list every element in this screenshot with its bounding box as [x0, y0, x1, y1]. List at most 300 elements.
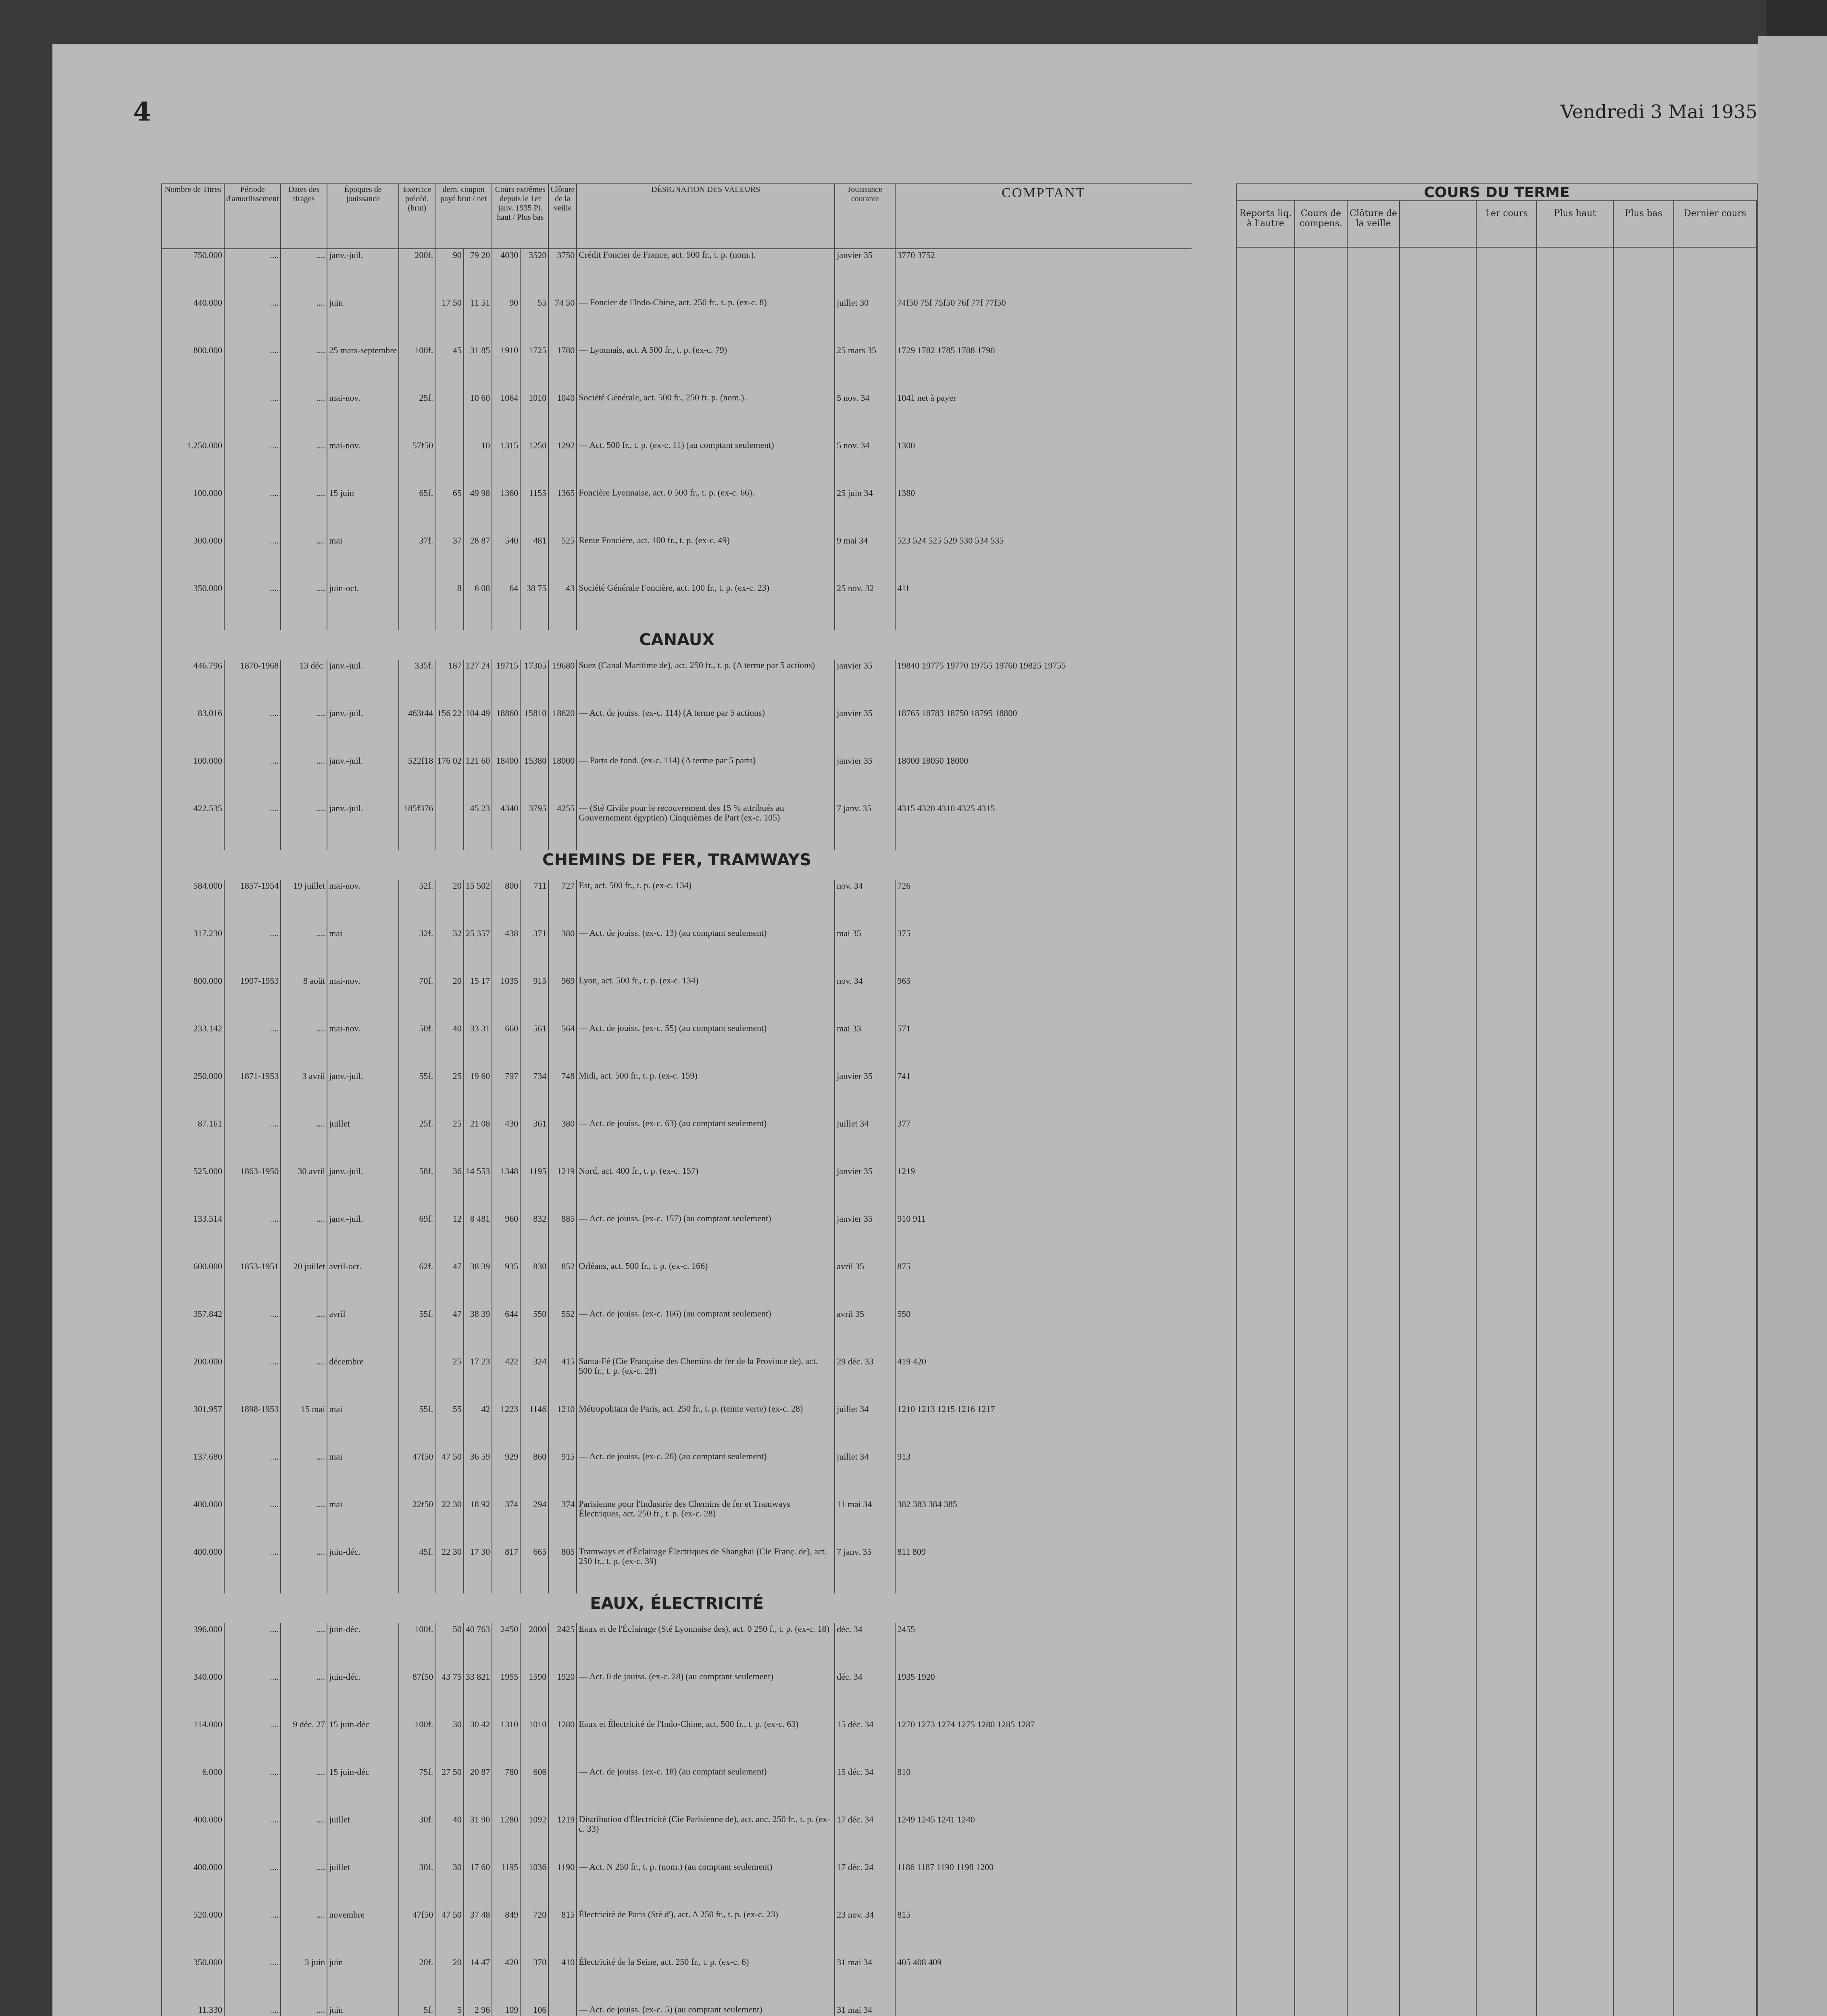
cell-l: 294 — [520, 1498, 548, 1546]
cell-e: mai-nov. — [327, 1023, 399, 1070]
terme-title: COURS DU TERME — [1237, 184, 1757, 201]
cell-name: — (Sté Civile pour le recouvrement des 15 % attribués au Gouvernement égyptien) Cinquièmes de Part (ex-c. 105) — [577, 802, 835, 850]
cell-e: janv.-juil. — [327, 1070, 399, 1118]
cell-name: — Act. 0 de jouiss. (ex-c. 28) (au comptant seulement) — [577, 1671, 835, 1718]
cell-j: janvier 35 — [835, 1165, 895, 1213]
cell-h: 1315 — [492, 439, 520, 487]
cell-l: 38 75 — [520, 582, 548, 630]
section-heading — [162, 630, 1192, 660]
cell-h: 4340 — [492, 802, 520, 850]
cell-b: 36 — [435, 1165, 464, 1213]
cell-cp: 18765 18783 18750 18795 18800 — [895, 707, 1192, 755]
cell-h: 1910 — [492, 344, 520, 392]
cell-p: .... — [224, 1623, 281, 1671]
section-heading — [162, 1593, 1192, 1623]
terme-col-rule — [1348, 247, 1400, 2016]
cell-j: juillet 34 — [835, 1403, 895, 1451]
cell-net: 31 85 — [464, 344, 492, 392]
cell-cp: 875 — [895, 1260, 1192, 1308]
cell-h: 2450 — [492, 1623, 520, 1671]
cell-name: — Act. de jouiss. (ex-c. 5) (au comptant seulement) — [577, 2004, 835, 2016]
cell-x: 30f. — [399, 1814, 435, 1861]
cell-n: 233.142 — [162, 1023, 224, 1070]
cell-h: 1064 — [492, 392, 520, 439]
cell-cp: 419 420 — [895, 1356, 1192, 1403]
cell-cp: 571 — [895, 1023, 1192, 1070]
cell-name: Santa-Fé (Cie Française des Chemins de fer de la Province de), act. 500 fr., t. p. (ex-c. 28) — [577, 1356, 835, 1403]
cell-net: 20 87 — [464, 1766, 492, 1814]
cell-e: janv.-juil. — [327, 660, 399, 707]
cell-e: mai-nov. — [327, 975, 399, 1023]
cell-p: .... — [224, 1814, 281, 1861]
cell-net: 15 502 — [464, 880, 492, 927]
cell-net: 2 96 — [464, 2004, 492, 2016]
cell-c: 380 — [548, 1118, 577, 1165]
cell-d: .... — [281, 582, 327, 630]
table-row — [162, 1814, 1192, 1861]
cell-cp: 382 383 384 385 — [895, 1498, 1192, 1546]
cell-b: 40 — [435, 1023, 464, 1070]
cell-e: mai — [327, 927, 399, 975]
cell-b: 47 — [435, 1308, 464, 1356]
cell-d: 15 mai — [281, 1403, 327, 1451]
cell-h: 420 — [492, 1956, 520, 2004]
cell-j: janvier 35 — [835, 660, 895, 707]
cell-p: 1853-1951 — [224, 1260, 281, 1308]
cell-l: 17305 — [520, 660, 548, 707]
terme-col-rule — [1477, 247, 1537, 2016]
cell-x: 57f50 — [399, 439, 435, 487]
cell-b: 20 — [435, 880, 464, 927]
cell-c: 1210 — [548, 1403, 577, 1451]
cell-d: .... — [281, 927, 327, 975]
cell-net: 30 42 — [464, 1718, 492, 1766]
cell-n: 340.000 — [162, 1671, 224, 1718]
cell-b: 8 — [435, 582, 464, 630]
cell-b: 55 — [435, 1403, 464, 1451]
cell-c: 805 — [548, 1546, 577, 1593]
cell-x: 100f. — [399, 1718, 435, 1766]
cell-cp: 1935 1920 — [895, 1671, 1192, 1718]
cell-n: 600.000 — [162, 1260, 224, 1308]
cell-name: Nord, act. 400 fr., t. p. (ex-c. 157) — [577, 1165, 835, 1213]
col-periode: Période d'amortissement — [224, 184, 281, 249]
cell-c: 1219 — [548, 1165, 577, 1213]
cell-p: .... — [224, 1118, 281, 1165]
cell-l: 720 — [520, 1909, 548, 1956]
cell-net: 25 357 — [464, 927, 492, 975]
cell-name: Crédit Foncier de France, act. 500 fr., t. p. (nom.). — [577, 249, 835, 297]
table-row — [162, 1213, 1192, 1260]
cell-net: 6 08 — [464, 582, 492, 630]
cell-cp: 1380 — [895, 487, 1192, 535]
cell-e: mai — [327, 1498, 399, 1546]
table-row — [162, 1718, 1192, 1766]
cell-net: 14 47 — [464, 1956, 492, 2004]
col-jouissance: Jouissance courante — [835, 184, 895, 249]
cell-name: Eaux et de l'Éclairage (Sté Lyonnaise des), act. 0 250 f., t. p. (ex-c. 18) — [577, 1623, 835, 1671]
cell-d: 20 juillet — [281, 1260, 327, 1308]
cell-c: 43 — [548, 582, 577, 630]
cell-j: mai 35 — [835, 927, 895, 975]
terme-col-header: Clôture de la veille — [1348, 200, 1400, 247]
cell-h: 109 — [492, 2004, 520, 2016]
cell-c: 1219 — [548, 1814, 577, 1861]
cell-net: 49 98 — [464, 487, 492, 535]
cell-e: mai-nov. — [327, 439, 399, 487]
cell-x: 463f44 — [399, 707, 435, 755]
cell-p: .... — [224, 249, 281, 297]
cell-net: 40 763 — [464, 1623, 492, 1671]
col-cloture: Clôture de la veille — [548, 184, 577, 249]
cell-x: 62f. — [399, 1260, 435, 1308]
cell-c: 380 — [548, 927, 577, 975]
cell-cp: 810 — [895, 1766, 1192, 1814]
cell-e: juin-déc. — [327, 1671, 399, 1718]
cell-d: .... — [281, 1356, 327, 1403]
cell-net: 17 23 — [464, 1356, 492, 1403]
cell-n: 11.330 — [162, 2004, 224, 2016]
section-title: EAUX, ÉLECTRICITÉ — [162, 1593, 1192, 1623]
cell-c: 1365 — [548, 487, 577, 535]
cell-name: — Act. de jouiss. (ex-c. 157) (au comptant seulement) — [577, 1213, 835, 1260]
terme-col-header: 1er cours — [1477, 200, 1537, 247]
cell-j: 15 déc. 34 — [835, 1766, 895, 1814]
cell-b: 20 — [435, 1956, 464, 2004]
cell-h: 1360 — [492, 487, 520, 535]
cell-p: .... — [224, 1356, 281, 1403]
table-row — [162, 439, 1192, 487]
cell-j: 25 mars 35 — [835, 344, 895, 392]
cell-net: 21 08 — [464, 1118, 492, 1165]
cell-d: .... — [281, 1308, 327, 1356]
cell-l: 830 — [520, 1260, 548, 1308]
cell-h: 19715 — [492, 660, 520, 707]
cell-e: avril-oct. — [327, 1260, 399, 1308]
cell-h: 660 — [492, 1023, 520, 1070]
cell-n: 100.000 — [162, 487, 224, 535]
cell-net: 14 553 — [464, 1165, 492, 1213]
terme-columns — [1237, 200, 1757, 248]
cell-j: 9 mai 34 — [835, 535, 895, 582]
cell-b: 37 — [435, 535, 464, 582]
cell-l: 106 — [520, 2004, 548, 2016]
cell-e: juillet — [327, 1861, 399, 1909]
table-row — [162, 1623, 1192, 1671]
cell-b: 45 — [435, 344, 464, 392]
cell-d: 3 avril — [281, 1070, 327, 1118]
cell-cp: 910 911 — [895, 1213, 1192, 1260]
cell-e: juin-déc. — [327, 1546, 399, 1593]
cell-e: juin — [327, 1956, 399, 2004]
cell-h: 18400 — [492, 755, 520, 802]
cell-name: Société Générale Foncière, act. 100 fr., t. p. (ex-c. 23) — [577, 582, 835, 630]
cell-j: nov. 34 — [835, 880, 895, 927]
cell-b: 25 — [435, 1356, 464, 1403]
cell-p: 1870-1968 — [224, 660, 281, 707]
cell-name: — Lyonnais, act. A 500 fr., t. p. (ex-c. 79) — [577, 344, 835, 392]
cell-name: — Act. de jouiss. (ex-c. 18) (au comptant seulement) — [577, 1766, 835, 1814]
cell-h: 1280 — [492, 1814, 520, 1861]
cell-x: 55f. — [399, 1308, 435, 1356]
cell-h: 849 — [492, 1909, 520, 1956]
table-row — [162, 1909, 1192, 1956]
cell-cp: 1300 — [895, 439, 1192, 487]
cell-b — [435, 439, 464, 487]
cell-l: 371 — [520, 927, 548, 975]
cell-n: 520.000 — [162, 1909, 224, 1956]
cell-l: 15380 — [520, 755, 548, 802]
cell-net: 42 — [464, 1403, 492, 1451]
cell-e: juin — [327, 2004, 399, 2016]
table-row — [162, 660, 1192, 707]
table-row — [162, 1118, 1192, 1165]
cell-e: 25 mars-septembre — [327, 344, 399, 392]
cell-p: .... — [224, 1498, 281, 1546]
cell-n: 87.161 — [162, 1118, 224, 1165]
cell-net: 17 60 — [464, 1861, 492, 1909]
cell-l: 1725 — [520, 344, 548, 392]
cell-c: 1040 — [548, 392, 577, 439]
cell-h: 374 — [492, 1498, 520, 1546]
cell-j: 17 déc. 24 — [835, 1861, 895, 1909]
table-row — [162, 1671, 1192, 1718]
terme-col-header: Cours de compens. — [1295, 200, 1348, 247]
cell-x: 185f376 — [399, 802, 435, 850]
cell-p: .... — [224, 927, 281, 975]
cell-n: 440.000 — [162, 297, 224, 344]
cell-c: 2425 — [548, 1623, 577, 1671]
col-dern-coupon: dern. coupon payé brut / net — [435, 184, 492, 249]
cell-l: 711 — [520, 880, 548, 927]
cell-x: 30f. — [399, 1861, 435, 1909]
terme-col-rule — [1400, 247, 1477, 2016]
cell-j: 11 mai 34 — [835, 1498, 895, 1546]
cell-b: 32 — [435, 927, 464, 975]
cell-h: 817 — [492, 1546, 520, 1593]
cell-cp: 1186 1187 1190 1198 1200 — [895, 1861, 1192, 1909]
table-row — [162, 880, 1192, 927]
cell-cp: 3770 3752 — [895, 249, 1192, 297]
cell-net: 33 31 — [464, 1023, 492, 1070]
cell-p: .... — [224, 1213, 281, 1260]
cell-n: 422.535 — [162, 802, 224, 850]
cell-j: nov. 34 — [835, 975, 895, 1023]
table-row — [162, 755, 1192, 802]
cell-h: 4030 — [492, 249, 520, 297]
cell-x: 70f. — [399, 975, 435, 1023]
cell-cp: 74f50 75f 75f50 76f 77f 77f50 — [895, 297, 1192, 344]
cell-x: 25f. — [399, 392, 435, 439]
cell-j: 31 mai 34 — [835, 2004, 895, 2016]
cell-e: janv.-juil. — [327, 249, 399, 297]
cell-d: .... — [281, 344, 327, 392]
terme-col-header: Plus haut — [1537, 200, 1614, 247]
cell-l: 2000 — [520, 1623, 548, 1671]
cell-name: Foncière Lyonnaise, act. 0 500 fr., t. p. (ex-c. 66). — [577, 487, 835, 535]
cell-b: 12 — [435, 1213, 464, 1260]
cell-net: 79 20 — [464, 249, 492, 297]
cell-net: 19 60 — [464, 1070, 492, 1118]
cell-d: 3 juin — [281, 1956, 327, 2004]
cell-d: 9 déc. 27 — [281, 1718, 327, 1766]
cell-j: 5 nov. 34 — [835, 439, 895, 487]
cell-d: .... — [281, 1766, 327, 1814]
cell-b: 17 50 — [435, 297, 464, 344]
cell-name: — Act. de jouiss. (ex-c. 114) (A terme par 5 actions) — [577, 707, 835, 755]
cell-x — [399, 297, 435, 344]
cell-d: .... — [281, 487, 327, 535]
cell-x: 69f. — [399, 1213, 435, 1260]
cell-name: Orléans, act. 500 fr., t. p. (ex-c. 166) — [577, 1260, 835, 1308]
cell-x: 335f. — [399, 660, 435, 707]
terme-col-header — [1400, 200, 1477, 247]
cell-p: .... — [224, 344, 281, 392]
cell-j: avril 35 — [835, 1260, 895, 1308]
cell-d: .... — [281, 1451, 327, 1498]
cell-p: .... — [224, 1766, 281, 1814]
cell-e: juillet — [327, 1814, 399, 1861]
cell-b: 90 — [435, 249, 464, 297]
cell-c: 915 — [548, 1451, 577, 1498]
cell-j: 29 déc. 33 — [835, 1356, 895, 1403]
cell-c: 748 — [548, 1070, 577, 1118]
cell-name: — Parts de fond. (ex-c. 114) (A terme par 5 parts) — [577, 755, 835, 802]
cell-l: 1010 — [520, 392, 548, 439]
cell-c: 19680 — [548, 660, 577, 707]
cell-l: 860 — [520, 1451, 548, 1498]
cell-n: 400.000 — [162, 1498, 224, 1546]
cell-l: 361 — [520, 1118, 548, 1165]
cell-net: 10 60 — [464, 392, 492, 439]
cell-d: 30 avril — [281, 1165, 327, 1213]
cell-name: Est, act. 500 fr., t. p. (ex-c. 134) — [577, 880, 835, 927]
cell-d: .... — [281, 802, 327, 850]
table-row — [162, 392, 1192, 439]
cell-j: janvier 35 — [835, 707, 895, 755]
cell-x — [399, 1356, 435, 1403]
page-date: Vendredi 3 Mai 1935 — [1560, 101, 1758, 123]
cell-e: avril — [327, 1308, 399, 1356]
cell-name: Électricité de la Seine, act. 250 fr., t. p. (ex-c. 6) — [577, 1956, 835, 2004]
cell-l: 15810 — [520, 707, 548, 755]
cell-j: janvier 35 — [835, 1213, 895, 1260]
cell-j: janvier 35 — [835, 1070, 895, 1118]
cell-cp: 965 — [895, 975, 1192, 1023]
cell-h: 935 — [492, 1260, 520, 1308]
cell-b: 156 22 — [435, 707, 464, 755]
cell-n: 750.000 — [162, 249, 224, 297]
col-nombre: Nombre de Titres — [162, 184, 224, 249]
cell-name: Métropolitain de Paris, act. 250 fr., t. p. (teinte verte) (ex-c. 28) — [577, 1403, 835, 1451]
cell-c: 969 — [548, 975, 577, 1023]
cell-net: 11 51 — [464, 297, 492, 344]
cell-h: 644 — [492, 1308, 520, 1356]
cell-l: 561 — [520, 1023, 548, 1070]
cell-l: 665 — [520, 1546, 548, 1593]
cell-b: 47 50 — [435, 1451, 464, 1498]
cell-x: 50f. — [399, 1023, 435, 1070]
cell-cp: 2455 — [895, 1623, 1192, 1671]
cell-d: .... — [281, 1213, 327, 1260]
cell-b: 40 — [435, 1814, 464, 1861]
cell-net: 17 30 — [464, 1546, 492, 1593]
cell-cp — [895, 2004, 1192, 2016]
cell-b: 25 — [435, 1118, 464, 1165]
cell-p: .... — [224, 1909, 281, 1956]
cell-c: 525 — [548, 535, 577, 582]
table-row — [162, 1861, 1192, 1909]
cours-du-terme-panel — [1236, 183, 1758, 2016]
cell-l: 55 — [520, 297, 548, 344]
cell-p: .... — [224, 297, 281, 344]
cell-l: 1155 — [520, 487, 548, 535]
cell-b: 22 30 — [435, 1498, 464, 1546]
table-row — [162, 1766, 1192, 1814]
col-comptant: COMPTANT — [895, 184, 1192, 249]
cell-b: 20 — [435, 975, 464, 1023]
cell-x: 22f50 — [399, 1498, 435, 1546]
section-title: CANAUX — [162, 630, 1192, 660]
cell-d: .... — [281, 439, 327, 487]
cell-c: 727 — [548, 880, 577, 927]
cell-j: juillet 34 — [835, 1118, 895, 1165]
cell-h: 1310 — [492, 1718, 520, 1766]
cell-h: 797 — [492, 1070, 520, 1118]
cell-p: .... — [224, 535, 281, 582]
cell-p: .... — [224, 1956, 281, 2004]
cell-l: 1036 — [520, 1861, 548, 1909]
cell-e: janv.-juil. — [327, 1165, 399, 1213]
cell-name: — Foncier de l'Indo-Chine, act. 250 fr., t. p. (ex-c. 8) — [577, 297, 835, 344]
cell-net: 36 59 — [464, 1451, 492, 1498]
cell-c: 852 — [548, 1260, 577, 1308]
table-row — [162, 927, 1192, 975]
cell-c: 74 50 — [548, 297, 577, 344]
cell-j: juillet 34 — [835, 1451, 895, 1498]
terme-col-rule — [1614, 247, 1674, 2016]
cell-x: 100f. — [399, 344, 435, 392]
cell-l: 1250 — [520, 439, 548, 487]
cell-d: .... — [281, 2004, 327, 2016]
cell-e: novembre — [327, 1909, 399, 1956]
cell-c: 18620 — [548, 707, 577, 755]
cell-name: Distribution d'Électricité (Cie Parisienne de), act. anc. 250 fr., t. p. (ex-c. 33) — [577, 1814, 835, 1861]
table-row — [162, 1956, 1192, 2004]
cell-net: 127 24 — [464, 660, 492, 707]
cell-n: 446.796 — [162, 660, 224, 707]
cell-b — [435, 802, 464, 850]
cell-j: 25 nov. 32 — [835, 582, 895, 630]
cell-h: 1223 — [492, 1403, 520, 1451]
cell-d: .... — [281, 1671, 327, 1718]
cell-net: 45 23 — [464, 802, 492, 850]
cell-p: .... — [224, 487, 281, 535]
cell-net: 37 48 — [464, 1909, 492, 1956]
cell-cp: 913 — [895, 1451, 1192, 1498]
cell-cp: 4315 4320 4310 4325 4315 — [895, 802, 1192, 850]
cell-l: 1146 — [520, 1403, 548, 1451]
cell-c: 1780 — [548, 344, 577, 392]
cell-p: .... — [224, 755, 281, 802]
cell-j: 17 déc. 34 — [835, 1814, 895, 1861]
col-exercice: Exercice précéd. (brut) — [399, 184, 435, 249]
table-row — [162, 802, 1192, 850]
cell-n: 114.000 — [162, 1718, 224, 1766]
cell-e: janv.-juil. — [327, 755, 399, 802]
cell-cp: 375 — [895, 927, 1192, 975]
cell-p: .... — [224, 582, 281, 630]
